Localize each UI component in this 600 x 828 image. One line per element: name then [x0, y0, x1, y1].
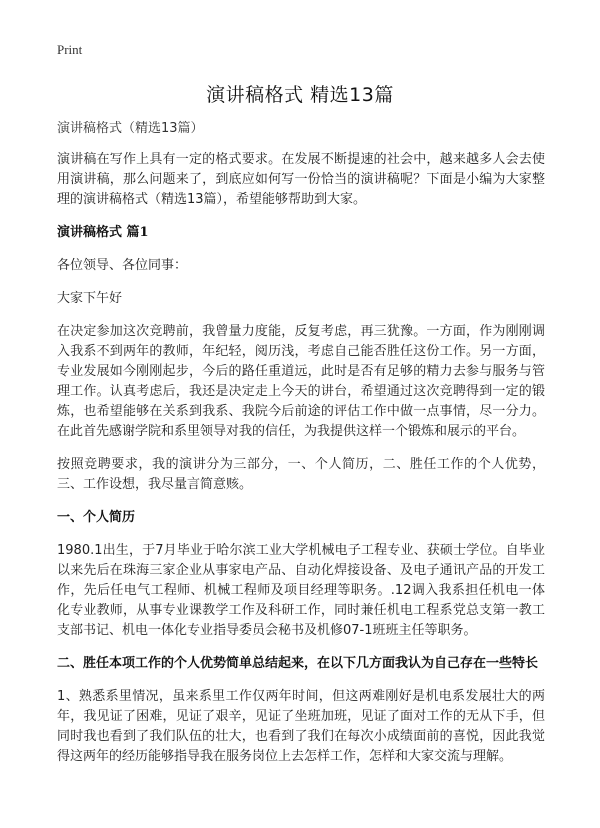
paragraph-resume: 1980.1出生，于7月毕业于哈尔滨工业大学机械电子工程专业、获硕士学位。自毕业以来先后在珠海三家企业从事家电产品、自动化焊接设备、及电子通讯产品的开发工作，先后任电气工程师、机械工程师及项目经理等职务。.12调入我系担任机电一体化专业教师，从事专业课教学工作及科研工作，同时兼任机电工程系党总支第一教工支部书记、机电一体化专业指导委员会秘书及机修07-1班班主任等职务。: [57, 543, 545, 638]
article-body: [57, 120, 545, 780]
paragraph-advantage-1: 1、熟悉系里情况，虽来系里工作仅两年时间，但这两难刚好是机电系发展壮大的两年，我见证了困难，见证了艰辛，见证了坐班加班，见证了面对工作的无从下手，但同时我也看到了我们队伍的壮大，也看到了我们在每次小成绩面前的喜悦，因此我觉得这两年的经历能够指导我在服务岗位上去怎样工作，怎样和大家交流与理解。: [57, 689, 545, 764]
intro-paragraph: 演讲稿在写作上具有一定的格式要求。在发展不断提速的社会中，越来越多人会去使用演讲稿，那么问题来了，到底应如何写一份恰当的演讲稿呢？下面是小编为大家整理的演讲稿格式（精选13篇），希望能够帮助到大家。: [57, 152, 545, 207]
paragraph-structure: 按照竞聘要求，我的演讲分为三部分，一、个人简历，二、胜任工作的个人优势，三、工作设想，我尽量言简意赅。: [57, 457, 545, 492]
section-heading-1: 演讲稿格式 篇1: [57, 225, 149, 240]
heading-advantages: 二、胜任本项工作的个人优势简单总结起来，在以下几方面我认为自己存在一些特长: [57, 656, 539, 671]
greeting-line: 各位领导、各位同事：: [57, 258, 188, 273]
paragraph-decision: 在决定参加这次竞聘前，我曾量力度能，反复考虑，再三犹豫。一方面，作为刚刚调入我系不到两年的教师，年纪轻，阅历浅，考虑自己能否胜任这份工作。另一方面，专业发展如今刚刚起步，今后的路任重道远，此时是否有足够的精力去参与服务与管理工作。认真考虑后，我还是决定走上今天的讲台，希望通过这次竞聘得到一定的锻炼，也希望能够在关系到我系、我院今后前途的评估工作中做一点事情，尽一分力。在此首先感谢学院和系里领导对我的信任，为我提供这样一个锻炼和展示的平台。: [57, 324, 545, 439]
page-title: 演讲稿格式 精选13篇: [206, 84, 394, 106]
article-subtitle: 演讲稿格式（精选13篇）: [57, 121, 204, 136]
salutation-line: 大家下午好: [57, 291, 123, 306]
heading-resume: 一、个人简历: [57, 510, 136, 525]
print-link[interactable]: Print: [57, 42, 83, 57]
